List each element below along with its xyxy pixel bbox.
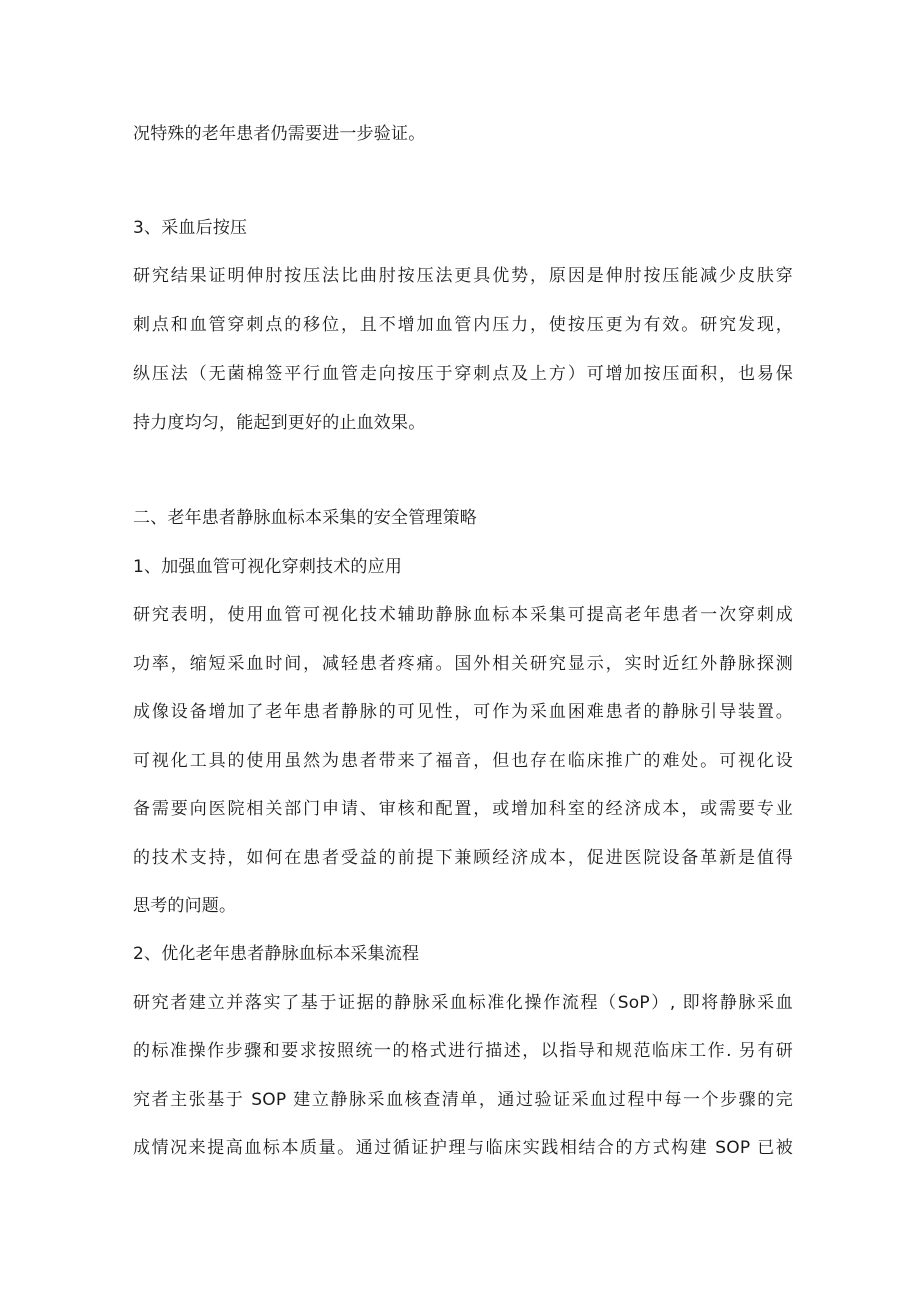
chapter-heading: 二、老年患者静脉血标本采集的安全管理策略	[133, 508, 477, 528]
paragraph-line: 研究者建立并落实了基于证据的静脉采血标准化操作流程（SoP）, 即将静脉采血	[133, 993, 793, 1013]
section-heading: 3、采血后按压	[133, 218, 248, 238]
paragraph-line: 可视化工具的使用虽然为患者带来了福音，但也存在临床推广的难处。可视化设	[133, 751, 793, 771]
section-heading: 2、优化老年患者静脉血标本采集流程	[133, 944, 420, 964]
paragraph-line: 备需要向医院相关部门申请、审核和配置，或增加科室的经济成本，或需要专业	[133, 799, 793, 819]
paragraph-line: 纵压法（无菌棉签平行血管走向按压于穿刺点及上方）可增加按压面积，也易保	[133, 364, 793, 384]
paragraph-line: 持力度均匀，能起到更好的止血效果。	[133, 413, 426, 433]
paragraph-line: 刺点和血管穿刺点的移位，且不增加血管内压力，使按压更为有效。研究发现，	[133, 315, 793, 335]
paragraph-line: 的技术支持，如何在患者受益的前提下兼顾经济成本，促进医院设备革新是值得	[133, 848, 793, 868]
paragraph-line: 究者主张基于 SOP 建立静脉采血核查清单，通过验证采血过程中每一个步骤的完	[133, 1090, 793, 1110]
paragraph-line: 的标准操作步骤和要求按照统一的格式进行描述，以指导和规范临床工作. 另有研	[133, 1041, 793, 1061]
paragraph-line: 思考的问题。	[133, 896, 237, 916]
paragraph-line: 况特殊的老年患者仍需要进一步验证。	[133, 124, 426, 144]
section-heading: 1、加强血管可视化穿刺技术的应用	[133, 557, 403, 577]
paragraph-line: 成情况来提高血标本质量。通过循证护理与临床实践相结合的方式构建 SOP 已被	[133, 1138, 793, 1158]
paragraph-line: 研究结果证明伸肘按压法比曲肘按压法更具优势，原因是伸肘按压能减少皮肤穿	[133, 266, 793, 286]
paragraph-line: 功率，缩短采血时间，减轻患者疼痛。国外相关研究显示，实时近红外静脉探测	[133, 654, 793, 674]
paragraph-line: 成像设备增加了老年患者静脉的可见性，可作为采血困难患者的静脉引导装置。	[133, 702, 793, 722]
paragraph-line: 研究表明，使用血管可视化技术辅助静脉血标本采集可提高老年患者一次穿刺成	[133, 605, 793, 625]
